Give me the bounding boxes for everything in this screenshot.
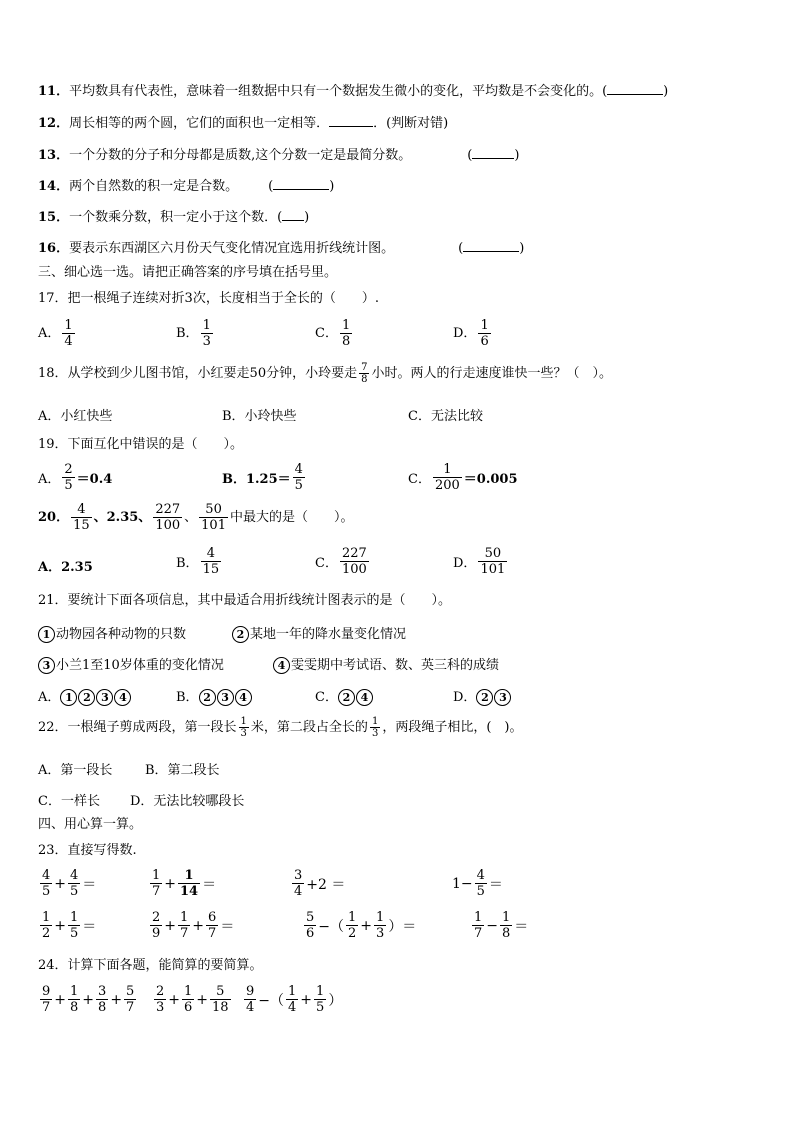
q21-item-2: 2 某地一年的降水量变化情况 — [232, 623, 406, 643]
q21-item-4: 4 雯雯期中考试语、数、英三科的成绩 — [273, 654, 499, 674]
question-22: 22．一根绳子剪成两段，第一段长 1 3 米，第二段占全长的 1 3 ，两段绳子相比，( )。 — [38, 716, 523, 739]
expr-23-4: 1− 4 5 ＝ — [452, 868, 503, 899]
expr-24-2: 2 3 + 1 6 + 5 18 — [156, 984, 229, 1015]
option-20c[interactable]: C． 227 100 — [315, 546, 367, 577]
answer-blank[interactable] — [282, 208, 304, 221]
expr-24-3: 9 4 −（ 1 4 + 1 5 ） — [246, 984, 343, 1015]
question-23: 23．直接写得数. — [38, 843, 137, 858]
question-12: 12．周长相等的两个圆，它们的面积也一定相等． ．(判断对错) — [38, 116, 449, 131]
option-18a[interactable]: A．小红快些 — [38, 409, 113, 424]
expr-23-7: 5 6 −（ 1 2 + 1 3 ）＝ — [306, 910, 417, 941]
option-21a[interactable]: A． 1 2 3 4 — [38, 686, 132, 706]
question-18: 18．从学校到少儿图书馆，小红要走50分钟，小玲要走 7 8 小时。两人的行走速度谁快一些？（ ）。 — [38, 362, 612, 385]
option-22d[interactable]: D．无法比较哪段长 — [130, 794, 245, 809]
option-21d[interactable]: D． 2 3 — [453, 686, 512, 706]
option-19b[interactable]: B．1.25＝ 4 5 — [222, 462, 303, 493]
section-4-heading: 四、用心算一算。 — [38, 817, 143, 832]
question-11: 11．平均数具有代表性，意味着一组数据中只有一个数据发生微小的变化，平均数是不会变化的。( ) — [38, 84, 669, 99]
question-24: 24．计算下面各题，能简算的要简算。 — [38, 958, 263, 973]
question-13: 13．一个分数的分子和分母都是质数,这个分数一定是最简分数。 ( ) — [38, 148, 520, 163]
expr-23-5: 1 2 + 1 5 ＝ — [42, 910, 97, 941]
question-20: 20． 4 15 、2.35、 227 100 、 50 101 中最大的是（ ）。 — [38, 502, 354, 533]
option-20a[interactable]: A．2.35 — [38, 560, 93, 575]
expr-24-1: 9 7 + 1 8 + 3 8 + 5 7 — [42, 984, 135, 1015]
expr-23-1: 4 5 + 4 5 ＝ — [42, 868, 97, 899]
expr-23-2: 1 7 + 1 14 ＝ — [152, 868, 217, 899]
option-18c[interactable]: C．无法比较 — [408, 409, 483, 424]
option-19c[interactable]: C． 1 200 ＝0.005 — [408, 462, 518, 493]
option-17c[interactable]: C． $\frac{1}{8}$ — [315, 318, 351, 349]
expr-23-6: 2 9 + 1 7 + 6 7 ＝ — [152, 910, 235, 941]
question-17: 17．把一根绳子连续对折3次，长度相当于全长的（ ）. — [38, 291, 379, 306]
question-15: 15．一个数乘分数，积一定小于这个数．( ) — [38, 210, 310, 225]
question-14: 14．两个自然数的积一定是合数。 ( ) — [38, 179, 335, 194]
option-19a[interactable]: A． 2 5 ＝0.4 — [38, 462, 113, 493]
answer-blank[interactable] — [329, 114, 373, 127]
option-21c[interactable]: C． 2 4 — [315, 686, 374, 706]
expr-23-8: 1 7 − 1 8 ＝ — [474, 910, 529, 941]
answer-blank[interactable] — [472, 146, 514, 159]
option-22a[interactable]: A．第一段长 — [38, 763, 113, 778]
option-18b[interactable]: B．小玲快些 — [222, 409, 297, 424]
option-22b[interactable]: B．第二段长 — [145, 763, 220, 778]
question-21: 21．要统计下面各项信息，其中最适合用折线统计图表示的是（ ）。 — [38, 593, 452, 608]
question-19: 19．下面互化中错误的是（ ）。 — [38, 437, 244, 452]
answer-blank[interactable] — [463, 239, 519, 252]
option-20d[interactable]: D． 50 101 — [453, 546, 506, 577]
expr-23-3: 3 4 +2 ＝ — [294, 868, 346, 899]
answer-blank[interactable] — [273, 177, 329, 190]
answer-blank[interactable] — [607, 82, 663, 95]
question-16: 16．要表示东西湖区六月份天气变化情况宜选用折线统计图。 ( ) — [38, 241, 525, 256]
option-17d[interactable]: D． $\frac{1}{6}$ — [453, 318, 489, 349]
option-17a[interactable]: A． $\frac{1}{4}$ — [38, 318, 73, 349]
option-17b[interactable]: B． $\frac{1}{3}$ — [176, 318, 211, 349]
option-20b[interactable]: B． 4 15 — [176, 546, 220, 577]
option-21b[interactable]: B． 2 3 4 — [176, 686, 253, 706]
section-3-heading: 三、细心选一选。请把正确答案的序号填在括号里。 — [38, 265, 338, 280]
q21-item-1: 1 动物园各种动物的只数 — [38, 623, 186, 643]
option-22c[interactable]: C．一样长 — [38, 794, 100, 809]
q21-item-3: 3 小兰1至10岁体重的变化情况 — [38, 654, 224, 674]
